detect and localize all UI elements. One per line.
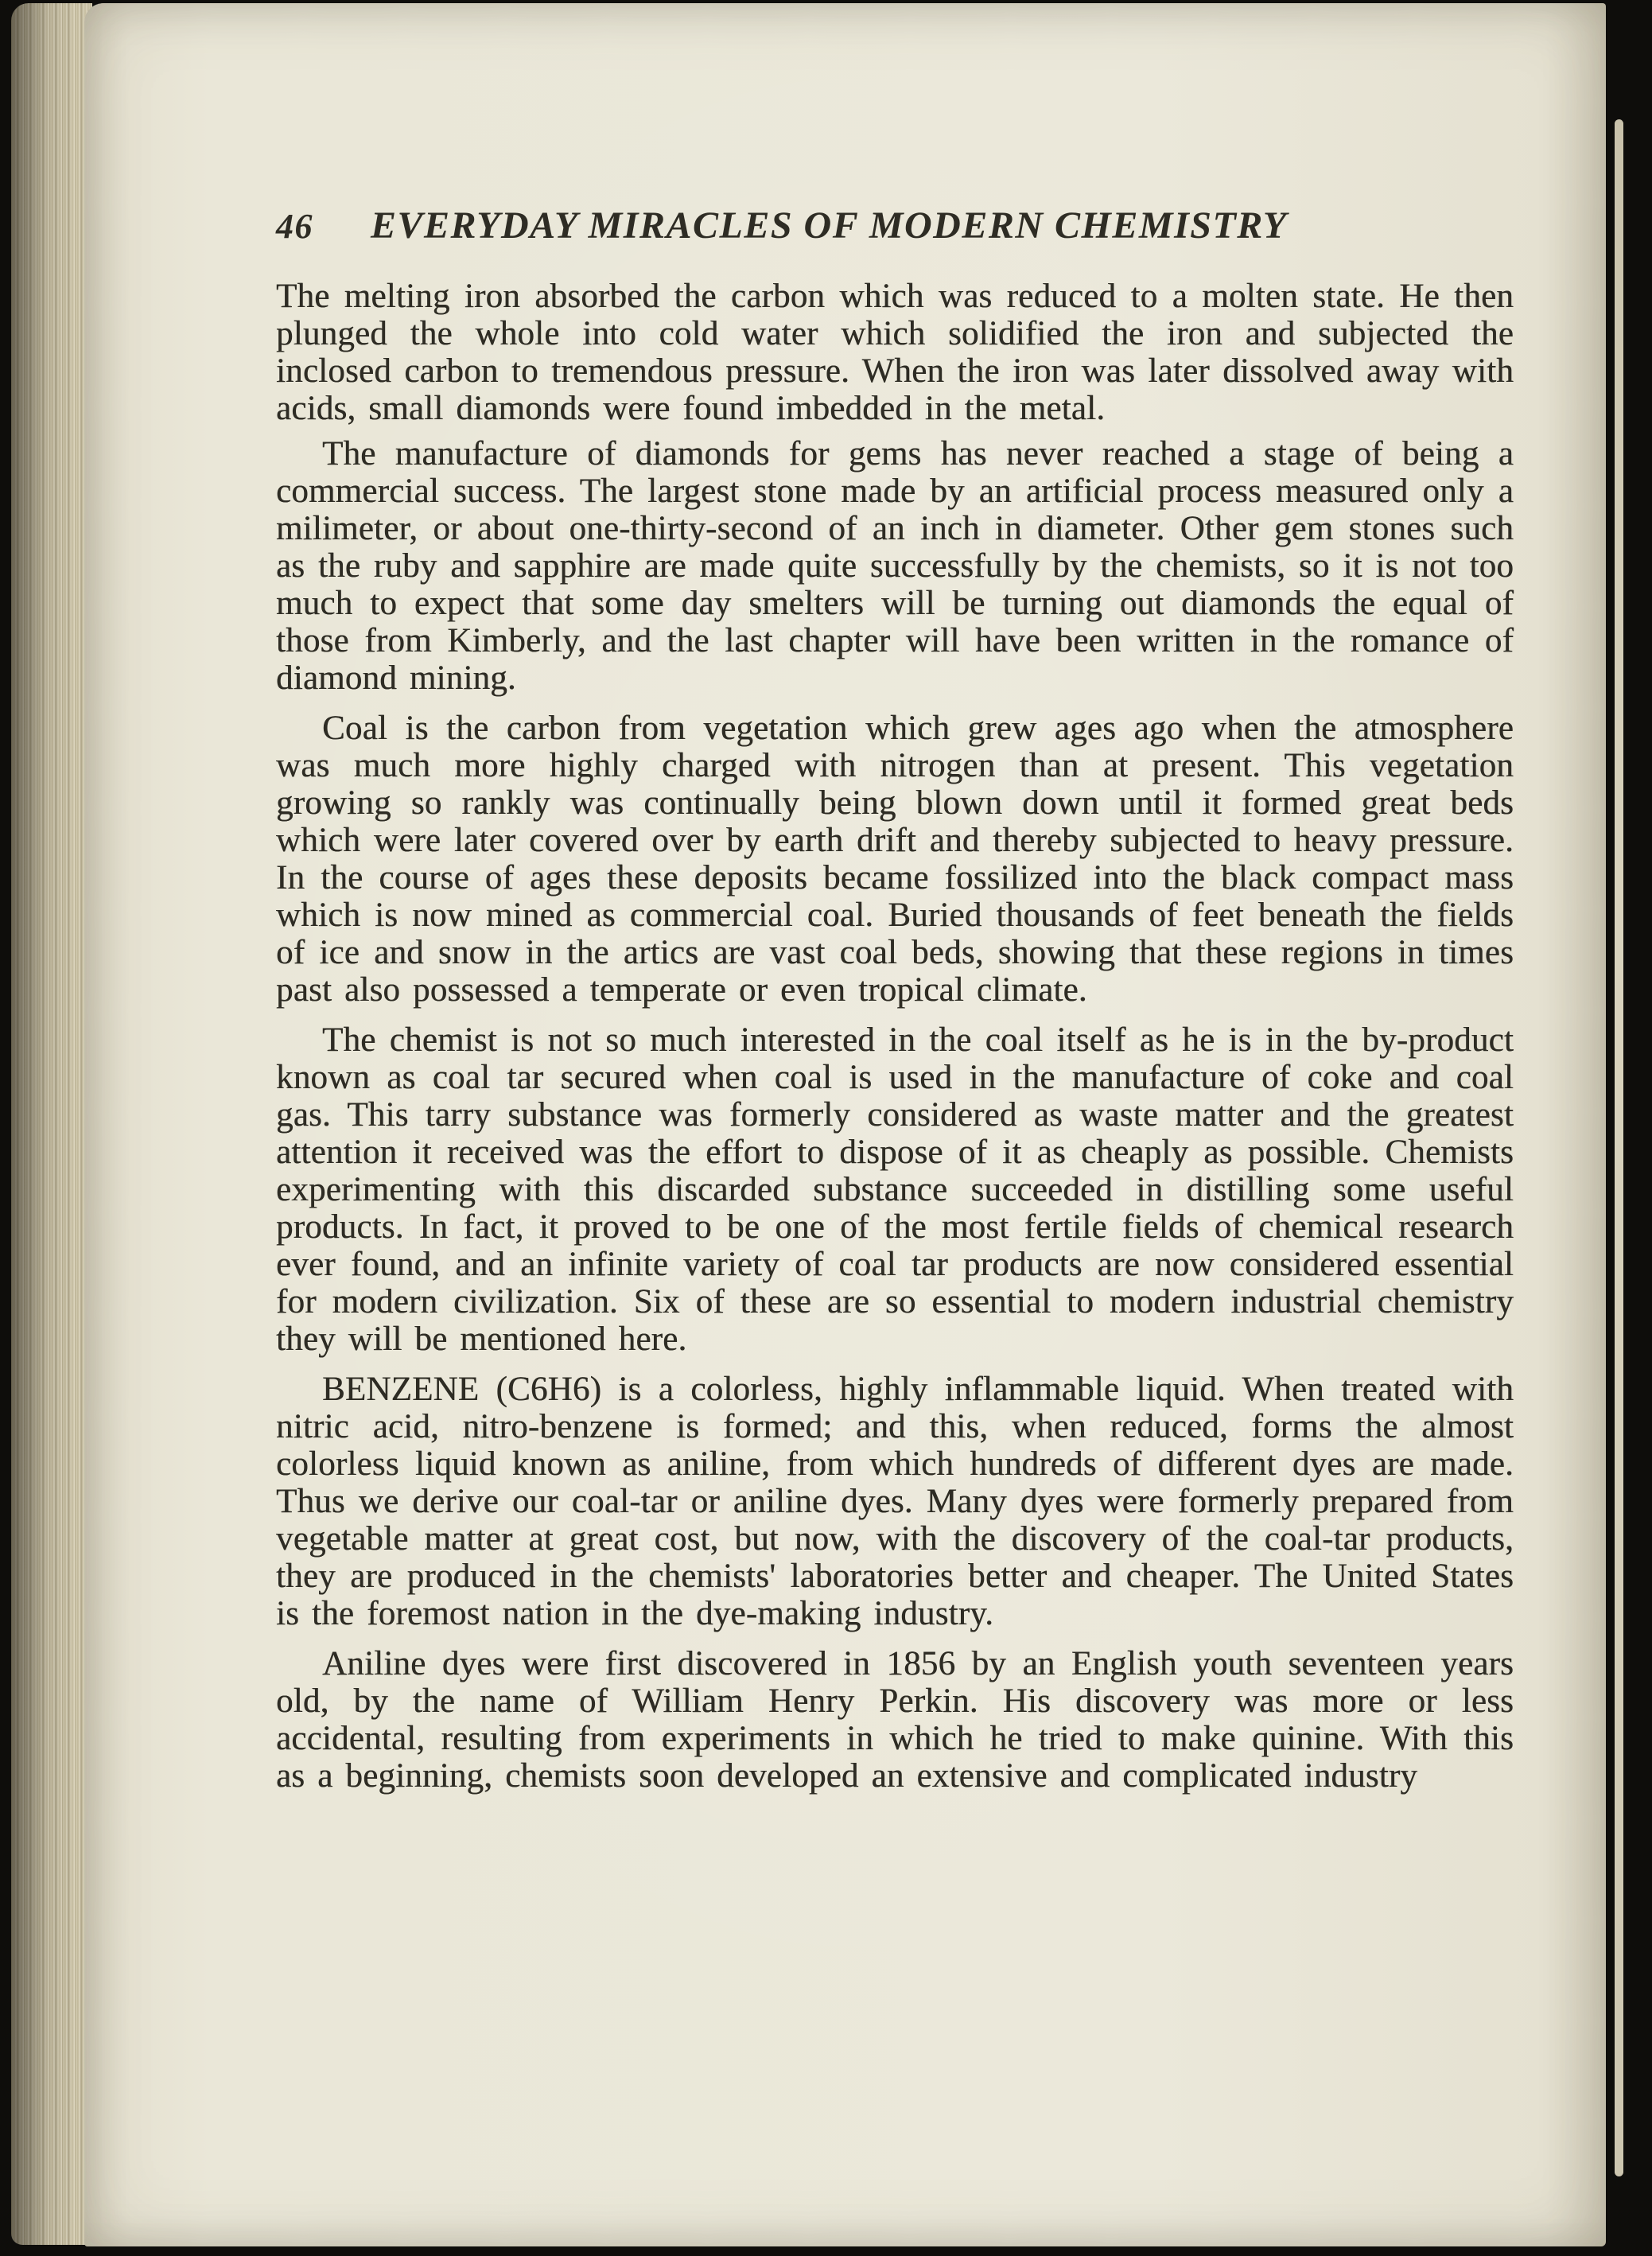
underlying-page-edge	[1615, 119, 1623, 2176]
paragraph: The manufacture of diamonds for gems has never reached a stage of being a commercial success. The largest stone made by an artificial process measured only a milimeter, or about one-thirty-second of an inch in diameter. Other gem stones such as the ruby and sapphire are made quite successfully by the chemists, so it is not too much to expect that some day smelters will be turning out diamonds the equal of those from Kimberly, and the last chapter will have been written in the romance of diamond mining.	[276, 435, 1514, 697]
page-body	[276, 278, 1514, 1795]
book-page-stack-edge	[11, 3, 92, 2245]
scanned-book-page	[84, 3, 1606, 2246]
paragraph: Aniline dyes were first discovered in 1856 by an English youth seventeen years old, by the name of William Henry Perkin. His discovery was more or less accidental, resulting from experiments in which he tried to make quinine. With this as a beginning, chemists soon developed an extensive and complicated industry	[276, 1645, 1514, 1795]
paragraph: BENZENE (C6H6) is a colorless, highly inflammable liquid. When treated with nitric acid, nitro-benzene is formed; and this, when reduced, forms the almost colorless liquid known as aniline, from which hundreds of different dyes are made. Thus we derive our coal-tar or aniline dyes. Many dyes were formerly prepared from vegetable matter at great cost, but now, with the discovery of the coal-tar products, they are produced in the chemists' laboratories better and cheaper. The United States is the foremost nation in the dye-making industry.	[276, 1371, 1514, 1632]
page-number: 46	[276, 207, 313, 246]
running-header	[276, 204, 1514, 247]
paragraph: The chemist is not so much interested in the coal itself as he is in the by-product known as coal tar secured when coal is used in the manufacture of coke and coal gas. This tarry substance was formerly considered as waste matter and the greatest attention it received was the effort to dispose of it as cheaply as possible. Chemists experimenting with this discarded substance succeeded in distilling some useful products. In fact, it proved to be one of the most fertile fields of chemical research ever found, and an infinite variety of coal tar products are now considered essential for modern civilization. Six of these are so essential to modern industrial chemistry they will be mentioned here.	[276, 1021, 1514, 1358]
page-content	[276, 204, 1514, 1803]
running-title: EVERYDAY MIRACLES OF MODERN CHEMISTRY	[371, 204, 1288, 247]
paragraph: The melting iron absorbed the carbon which was reduced to a molten state. He then plunged the whole into cold water which solidified the iron and subjected the inclosed carbon to tremendous pressure. When the iron was later dissolved away with acids, small diamonds were found imbedded in the metal.	[276, 278, 1514, 427]
paragraph: Coal is the carbon from vegetation which grew ages ago when the atmosphere was much more highly charged with nitrogen than at present. This vegetation growing so rankly was continually being blown down until it formed great beds which were later covered over by earth drift and thereby subjected to heavy pressure. In the course of ages these deposits became fossilized into the black compact mass which is now mined as commercial coal. Buried thousands of feet beneath the fields of ice and snow in the artics are vast coal beds, showing that these regions in times past also possessed a temperate or even tropical climate.	[276, 710, 1514, 1009]
